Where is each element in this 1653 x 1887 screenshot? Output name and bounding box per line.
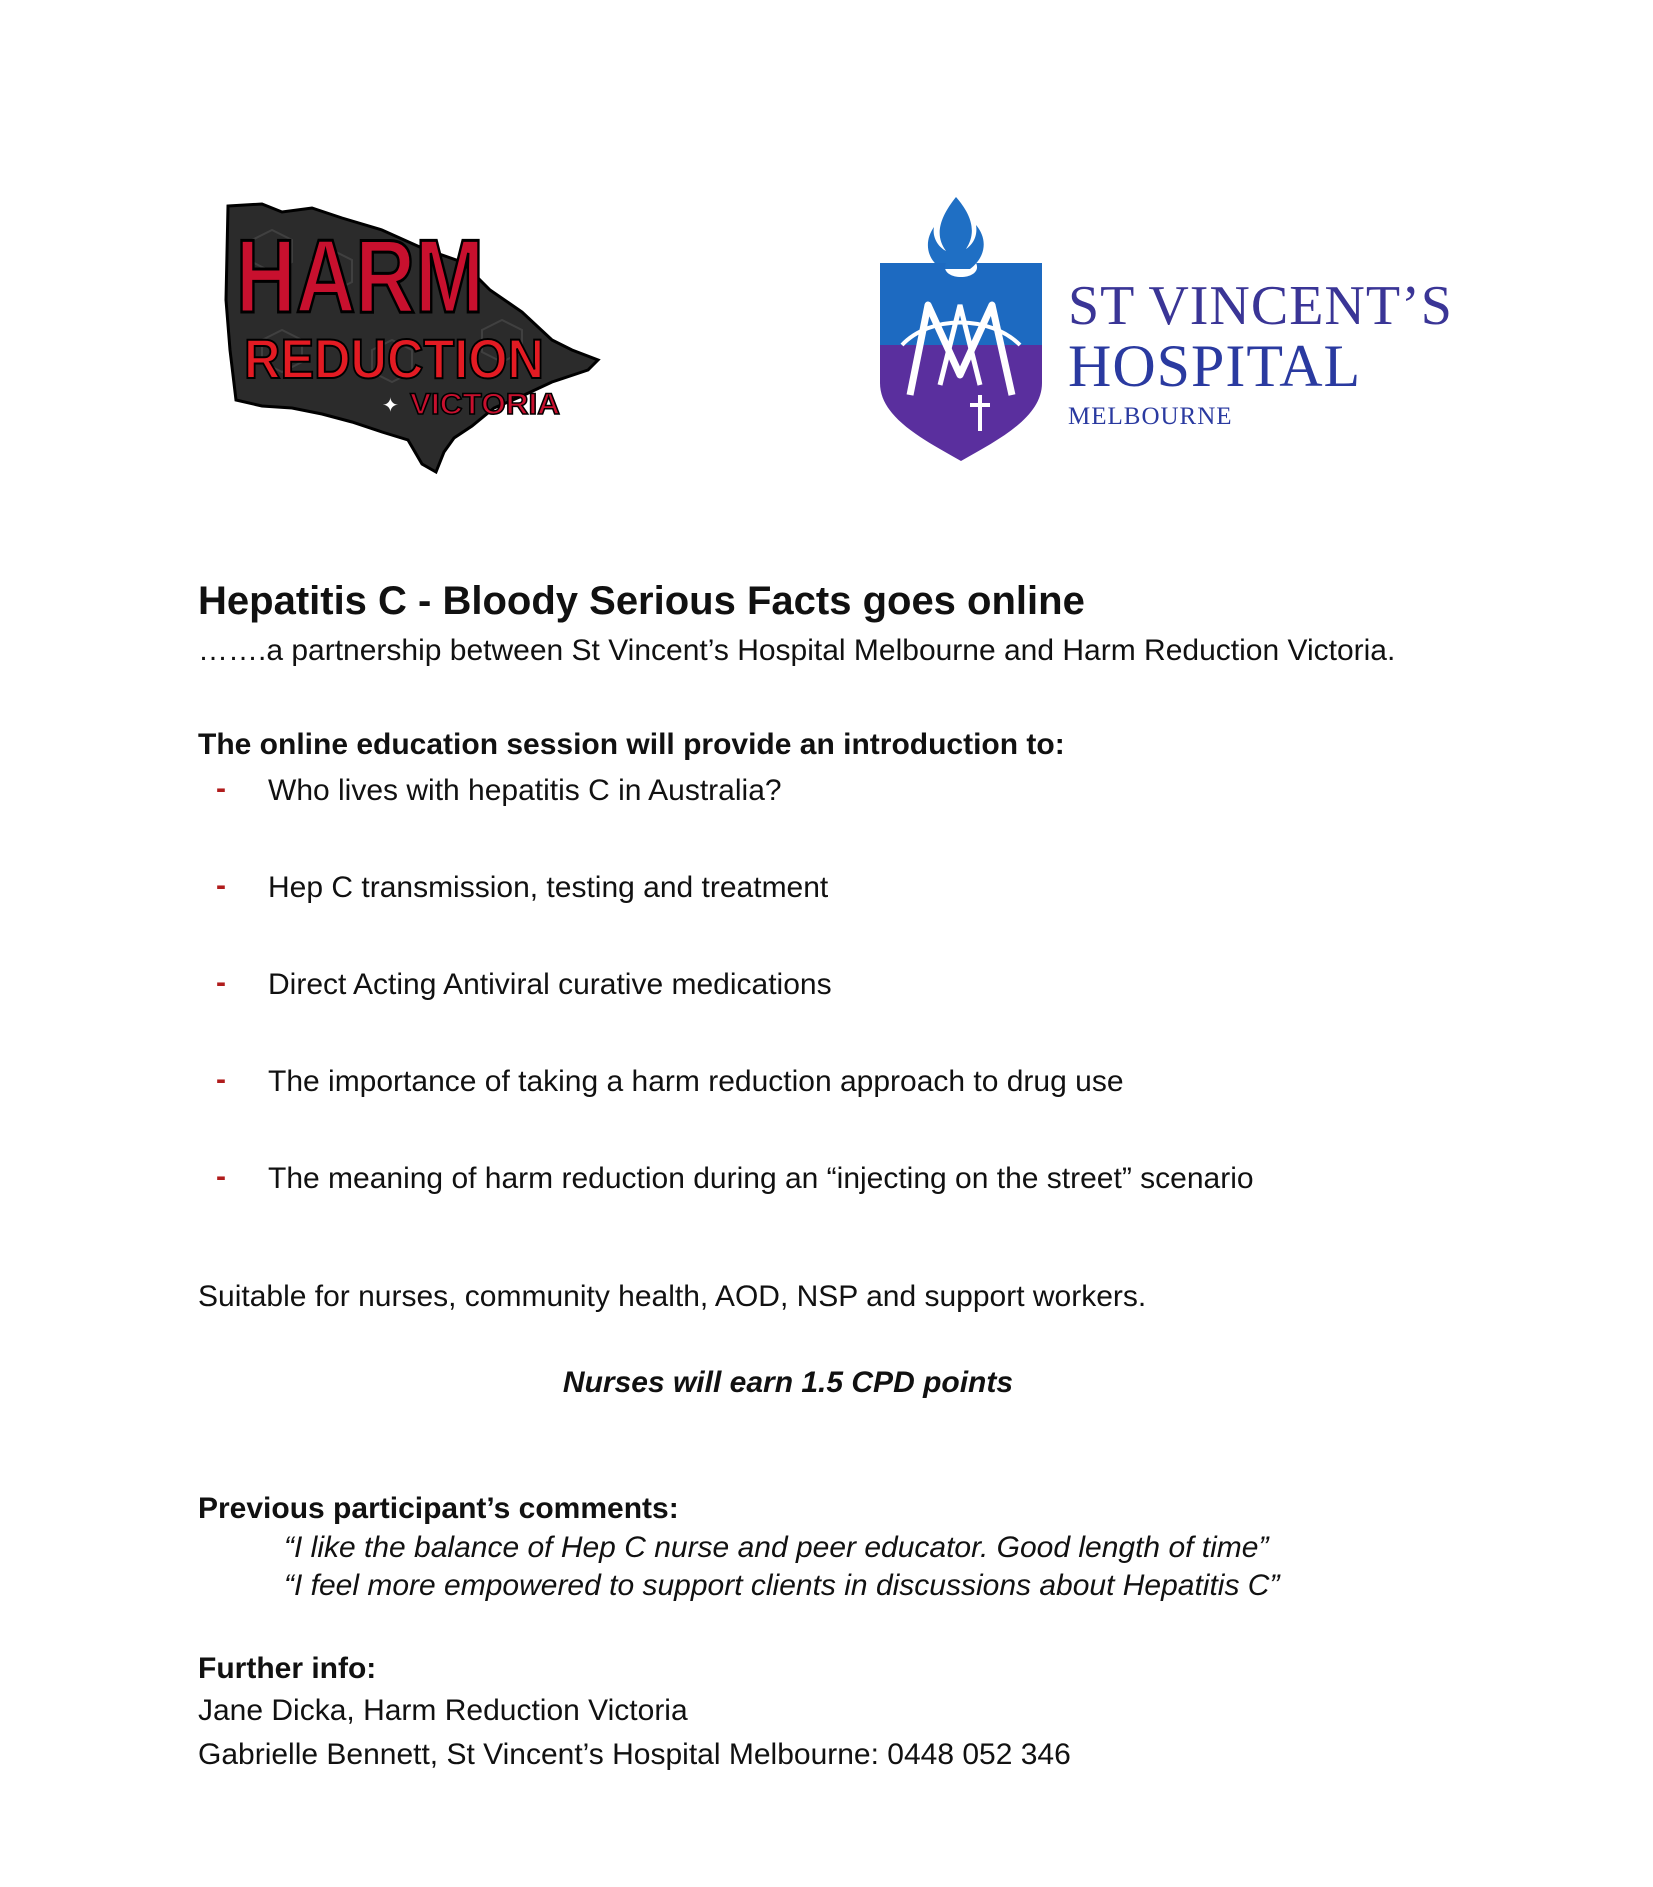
further-info-heading: Further info: bbox=[198, 1652, 377, 1685]
topic-item bbox=[198, 771, 1458, 811]
topic-text: The importance of taking a harm reduction approach to drug use bbox=[268, 1065, 1124, 1098]
flyer-title: Hepatitis C - Bloody Serious Facts goes online bbox=[198, 579, 1085, 623]
topic-text: The meaning of harm reduction during an “injecting on the street” scenario bbox=[268, 1162, 1254, 1195]
topic-text: Hep C transmission, testing and treatment bbox=[268, 871, 829, 904]
star-icon: ✦ bbox=[382, 395, 399, 417]
svh-line3: MELBOURNE bbox=[1068, 403, 1233, 430]
harm-reduction-victoria-logo bbox=[222, 200, 612, 480]
participant-quote: “I feel more empowered to support clients in discussions about Hepatitis C” bbox=[284, 1569, 1280, 1602]
comments-heading: Previous participant’s comments: bbox=[198, 1492, 679, 1525]
st-vincents-wordmark bbox=[1068, 275, 1453, 430]
topic-text: Who lives with hepatitis C in Australia? bbox=[268, 774, 782, 807]
audience-statement: Suitable for nurses, community health, AOD, NSP and support workers. bbox=[198, 1280, 1147, 1313]
flyer-content bbox=[198, 575, 1458, 1777]
contact-line: Jane Dicka, Harm Reduction Victoria bbox=[198, 1694, 688, 1727]
participant-quote: “I like the balance of Hep C nurse and peer educator. Good length of time” bbox=[284, 1531, 1269, 1564]
svh-line2: HOSPITAL bbox=[1068, 333, 1362, 399]
topic-list bbox=[198, 771, 1458, 1199]
flame-icon bbox=[928, 197, 984, 269]
svh-line1: ST VINCENT’S bbox=[1068, 275, 1453, 337]
topic-item bbox=[198, 1159, 1458, 1199]
topic-item bbox=[198, 1062, 1458, 1102]
dash-bullet: - bbox=[216, 869, 226, 902]
flyer-subtitle: …….a partnership between St Vincent’s Hospital Melbourne and Harm Reduction Victoria. bbox=[198, 634, 1396, 667]
victoria-word: VICTORIA bbox=[410, 388, 560, 421]
session-intro: The online education session will provide an introduction to: bbox=[198, 728, 1065, 761]
dash-bullet: - bbox=[216, 1160, 226, 1193]
topic-text: Direct Acting Antiviral curative medications bbox=[268, 968, 832, 1001]
dash-bullet: - bbox=[216, 966, 226, 999]
dash-bullet: - bbox=[216, 1063, 226, 1096]
harm-word: HARM bbox=[236, 219, 484, 335]
dash-bullet: - bbox=[216, 772, 226, 805]
contact-line: Gabrielle Bennett, St Vincent’s Hospital Melbourne: 0448 052 346 bbox=[198, 1738, 1071, 1771]
cpd-points: Nurses will earn 1.5 CPD points bbox=[562, 1366, 1014, 1399]
reduction-word: REDUCTION bbox=[244, 327, 544, 390]
topic-item bbox=[198, 965, 1458, 1005]
topic-item bbox=[198, 868, 1458, 908]
st-vincents-crest-logo bbox=[880, 195, 1042, 463]
